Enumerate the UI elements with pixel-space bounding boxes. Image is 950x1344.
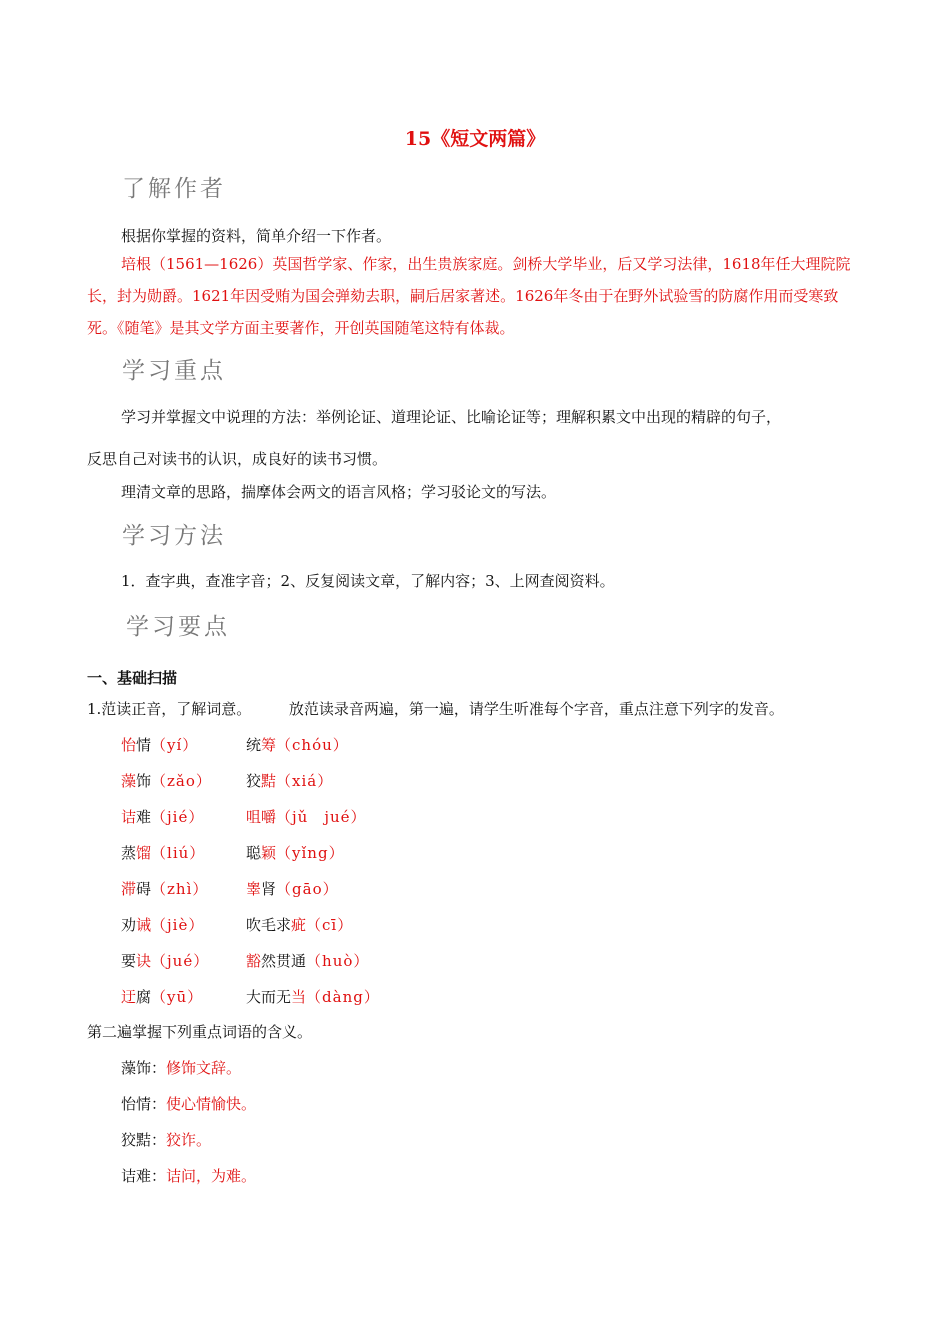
section-heading-method: 学习方法 <box>122 523 226 549</box>
word-right <box>246 806 367 827</box>
word-pinyin: （cī） <box>306 916 354 934</box>
meaning-item <box>121 1129 211 1150</box>
meaning-item <box>121 1057 241 1078</box>
word-highlight: 当 <box>291 988 307 1006</box>
word-pinyin: （liú） <box>151 844 206 862</box>
word-right <box>246 770 333 791</box>
word-pinyin: （jué） <box>151 952 210 970</box>
word-left <box>121 770 212 791</box>
word-highlight: 藻 <box>121 772 137 790</box>
word-highlight: 睾 <box>246 880 262 898</box>
word-highlight: 怡 <box>121 736 137 754</box>
word-pinyin: （zhì） <box>151 880 209 898</box>
word-text: 然贯通 <box>261 952 307 970</box>
word-highlight: 诀 <box>136 952 152 970</box>
word-left <box>121 878 208 899</box>
page-title: 15《短文两篇》 <box>404 128 546 150</box>
word-highlight: 咀嚼 <box>246 808 277 826</box>
meaning-item <box>121 1165 256 1186</box>
word-pinyin: （dàng） <box>306 988 380 1006</box>
word-text: 聪 <box>246 844 262 862</box>
points-question-2: 第二遍掌握下列重点词语的含义。 <box>87 1023 313 1041</box>
author-bio: 培根（1561—1626）英国哲学家、作家，出生贵族家庭。剑桥大学毕业，后又学习法律，1618年任大理院院长，封为勋爵。1621年因受贿为国会弹劾去职，嗣后居家著述。1626年冬由于在野外试验雪的防腐作用而受寒致死。《随笔》是其文学方面主要著作，开创英国随笔这特有体裁。 <box>87 255 851 337</box>
word-highlight: 黠 <box>261 772 277 790</box>
word-highlight: 迂 <box>121 988 137 1006</box>
word-text: 饰 <box>136 772 152 790</box>
section-heading-points: 学习要点 <box>126 614 230 640</box>
meaning-term: 藻饰： <box>121 1059 167 1077</box>
word-highlight: 滞 <box>121 880 137 898</box>
word-left <box>121 950 209 971</box>
focus-paragraph-2: 理清文章的思路，揣摩体会两文的语言风格；学习驳论文的写法。 <box>121 483 557 501</box>
word-right <box>246 734 349 755</box>
word-pinyin: （chóu） <box>276 736 349 754</box>
word-pinyin: （yū） <box>151 988 204 1006</box>
meaning-definition: 修饰文辞。 <box>166 1059 242 1077</box>
word-text: 统 <box>246 736 262 754</box>
points-question-1: 1.范读正音，了解词意。 放范读录音两遍，第一遍，请学生听准每个字音，重点注意下列字的发音。 <box>87 700 784 718</box>
section-heading-author: 了解作者 <box>122 176 226 202</box>
author-intro: 根据你掌握的资料，简单介绍一下作者。 <box>121 227 392 245</box>
word-text: 碍 <box>136 880 152 898</box>
meaning-term: 狡黠： <box>121 1131 167 1149</box>
meaning-term: 怡情： <box>121 1095 167 1113</box>
focus-paragraph-1b: 反思自己对读书的认识，成良好的读书习惯。 <box>87 450 388 468</box>
word-highlight: 疵 <box>291 916 307 934</box>
word-right <box>246 950 369 971</box>
word-left <box>121 914 204 935</box>
meaning-item <box>121 1093 256 1114</box>
word-left <box>121 986 203 1007</box>
section-heading-focus: 学习重点 <box>122 358 226 384</box>
word-pinyin: （jié） <box>151 808 205 826</box>
word-right <box>246 842 345 863</box>
word-text: 狡 <box>246 772 262 790</box>
word-highlight: 诫 <box>136 916 152 934</box>
meaning-term: 诘难： <box>121 1167 167 1185</box>
word-highlight: 颖 <box>261 844 277 862</box>
word-highlight: 馏 <box>136 844 152 862</box>
meaning-definition: 使心情愉快。 <box>166 1095 257 1113</box>
word-pinyin: （jǔ jué） <box>276 808 367 826</box>
word-pinyin: （gāo） <box>276 880 339 898</box>
word-pinyin: （zǎo） <box>151 772 212 790</box>
word-text: 要 <box>121 952 137 970</box>
meaning-definition: 诘问，为难。 <box>166 1167 257 1185</box>
word-text: 情 <box>136 736 152 754</box>
word-highlight: 豁 <box>246 952 262 970</box>
word-left <box>121 806 204 827</box>
word-left <box>121 734 198 755</box>
points-subheading: 一、基础扫描 <box>87 669 178 687</box>
word-text: 腐 <box>136 988 152 1006</box>
word-right <box>246 878 339 899</box>
word-pinyin: （yí） <box>151 736 199 754</box>
word-text: 吹毛求 <box>246 916 292 934</box>
word-text: 蒸 <box>121 844 137 862</box>
meaning-definition: 狡诈。 <box>166 1131 212 1149</box>
word-right <box>246 914 353 935</box>
method-paragraph: 1．查字典，查准字音；2、反复阅读文章，了解内容；3、上网查阅资料。 <box>121 572 615 590</box>
word-text: 肾 <box>261 880 277 898</box>
word-left <box>121 842 205 863</box>
word-text: 劝 <box>121 916 137 934</box>
word-highlight: 筹 <box>261 736 277 754</box>
word-right <box>246 986 380 1007</box>
word-pinyin: （xiá） <box>276 772 334 790</box>
word-highlight: 诘 <box>121 808 137 826</box>
word-pinyin: （jiè） <box>151 916 205 934</box>
word-pinyin: （yǐng） <box>276 844 345 862</box>
word-text: 大而无 <box>246 988 292 1006</box>
focus-paragraph-1a: 学习并掌握文中说理的方法：举例论证、道理论证、比喻论证等；理解积累文中出现的精辟的句子， <box>121 408 782 426</box>
word-pinyin: （huò） <box>306 952 370 970</box>
word-text: 难 <box>136 808 152 826</box>
